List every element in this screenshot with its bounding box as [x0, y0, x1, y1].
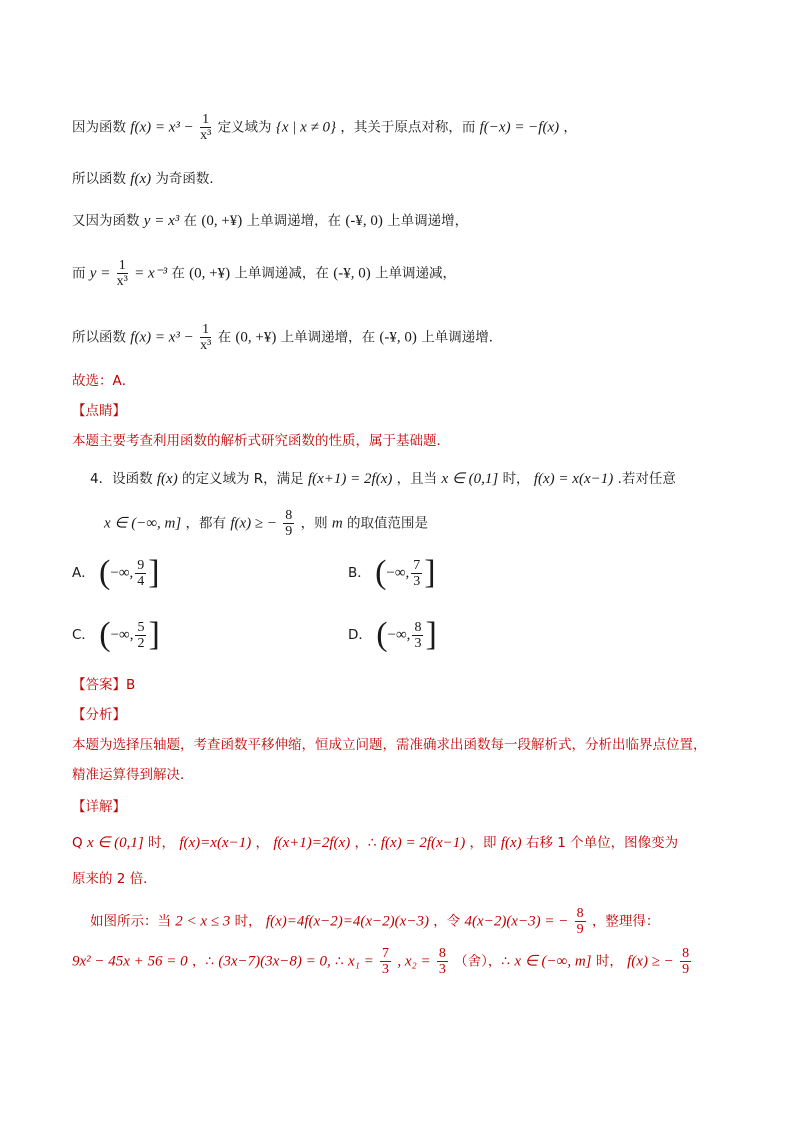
text: 时，: [148, 835, 176, 851]
fraction: $\frac{7}{3}$: [413, 557, 421, 589]
fraction: $\frac{8}{3}$: [438, 946, 446, 977]
answer-line: [72, 674, 734, 696]
text: ，∴: [354, 835, 377, 851]
formula: x ∈ (−∞, m]: [514, 953, 592, 970]
solution-line-2: [72, 168, 734, 190]
question-line-2: [104, 508, 734, 539]
formula: x ∈ (0,1]: [86, 835, 144, 851]
detail-line-1: [72, 832, 734, 854]
text: 定义域为: [217, 119, 272, 136]
formula: f(x) = x(x−1): [533, 471, 614, 487]
text: ，其关于原点对称，而: [340, 119, 476, 136]
solution-line-3: [72, 210, 734, 232]
option-letter: A．: [72, 565, 95, 581]
text: 上单调递减，: [375, 265, 457, 282]
text: 的定义域为 R，满足: [182, 471, 304, 487]
solution-line-5: [72, 322, 734, 353]
analysis-line-2: 精准运算得到解决．: [72, 767, 194, 783]
bracket: (: [99, 554, 111, 591]
detail-line-2: 原来的 2 倍．: [72, 871, 157, 887]
formula: 9x² − 45x + 56 = 0: [72, 953, 188, 970]
question-number: 4．设函数: [90, 471, 153, 487]
fraction: $\frac{8}{9}$: [576, 906, 584, 937]
formula: x₁ =: [347, 953, 374, 970]
formula: y =: [89, 265, 111, 282]
option-letter: B．: [348, 565, 371, 581]
detail-label: 【详解】: [72, 799, 126, 815]
formula: f(x)=x(x−1): [179, 835, 252, 851]
text: 时，: [234, 913, 262, 930]
text: 在: [217, 329, 232, 346]
formula: , x₂ =: [397, 953, 431, 970]
bracket: (: [376, 616, 388, 653]
text: 又因为函数: [72, 213, 140, 229]
text: 为奇函数．: [155, 171, 223, 187]
text: ，: [563, 119, 577, 136]
option-letter: D．: [348, 627, 372, 643]
formula: 4(x−2)(x−3) = −: [464, 913, 569, 930]
interval: (-¥, 0): [345, 213, 383, 229]
bracket: (: [99, 616, 111, 653]
text: ，则: [300, 515, 328, 532]
text: ，且当: [396, 471, 438, 487]
fraction: $\frac{1}{\text{x³}}$: [200, 112, 212, 143]
text: 时，: [502, 471, 530, 487]
text: ，∴: [191, 953, 215, 970]
formula: (3x−7)(3x−8) = 0,: [218, 953, 331, 970]
analysis-line-1: 本题为选择压轴题，考查函数平移伸缩，恒成立问题，需准确求出函数每一段解析式，分析出临界点位置，: [72, 737, 707, 753]
dianjing-label: 【点睛】: [72, 403, 126, 419]
solution-line-4: [72, 258, 734, 289]
text: 的取值范围是: [347, 515, 429, 532]
option-letter: C．: [72, 627, 95, 643]
interval: (0, +¥): [235, 329, 277, 346]
text: （舍），∴: [454, 953, 511, 970]
formula: m: [331, 515, 343, 532]
text: 上单调递减，在: [234, 265, 329, 282]
formula: y = x³: [143, 213, 180, 229]
formula: f(x+1) = 2f(x): [307, 471, 393, 487]
bracket: ]: [148, 554, 160, 591]
interval: (-¥, 0): [379, 329, 417, 346]
text: 上单调递增．: [421, 329, 503, 346]
text: .若对任意: [617, 471, 676, 487]
text: ，即: [469, 835, 497, 851]
solution-line-1: [72, 112, 734, 143]
formula: = x⁻³: [134, 265, 168, 282]
formula: 2 < x ≤ 3: [175, 913, 231, 930]
dianjing-text: 本题主要考查利用函数的解析式研究函数的性质，属于基础题．: [72, 433, 450, 449]
formula: f(−x) = −f(x): [479, 119, 560, 136]
text: 右移 1 个单位，图像变为: [525, 835, 679, 851]
text: ，令: [433, 913, 461, 930]
fraction: $\frac{8}{3}$: [414, 619, 422, 651]
text: 在: [183, 213, 198, 229]
text: 上单调递增，: [387, 213, 469, 229]
analysis-label: 【分析】: [72, 707, 126, 723]
formula: f(x) = x³ −: [130, 119, 194, 136]
formula: f(x): [500, 835, 522, 851]
interval: (-¥, 0): [333, 265, 371, 282]
fraction: $\frac{8}{9}$: [285, 508, 293, 539]
formula: x ∈ (−∞, m]: [104, 515, 182, 532]
detail-line-3: [90, 906, 734, 937]
option-value: −∞,: [110, 627, 134, 643]
fraction: $\frac{5}{2}$: [137, 619, 145, 651]
formula: f(x): [130, 171, 152, 187]
fraction: $\frac{7}{3}$: [382, 946, 390, 977]
bracket: ]: [424, 554, 436, 591]
detail-line-4: [72, 946, 734, 977]
choice-text: 故选：A．: [72, 373, 136, 389]
bracket: (: [375, 554, 387, 591]
option-c[interactable]: [72, 618, 160, 652]
option-value: −∞,: [387, 627, 411, 643]
formula: f(x) ≥ −: [627, 953, 674, 970]
fraction: $\frac{9}{4}$: [137, 557, 145, 589]
interval: (0, +¥): [189, 265, 231, 282]
formula: f(x) = x³ −: [130, 329, 194, 346]
option-value: −∞,: [386, 565, 410, 581]
text: 时，: [595, 953, 623, 970]
text: 而: [72, 265, 86, 282]
text: 所以函数: [72, 171, 126, 187]
text: ∴: [335, 953, 344, 970]
formula: x ∈ (0,1]: [441, 471, 499, 487]
text: 因为函数: [72, 119, 126, 136]
option-value: −∞,: [110, 565, 134, 581]
formula: f(x) = 2f(x−1): [380, 835, 466, 851]
interval: (0, +¥): [201, 213, 243, 229]
text: 上单调递增，在: [280, 329, 376, 346]
option-b[interactable]: [348, 556, 436, 590]
option-d[interactable]: [348, 618, 437, 652]
formula: f(x): [156, 471, 178, 487]
fraction: $\frac{8}{9}$: [682, 946, 690, 977]
fraction: $\frac{1}{\text{x³}}$: [116, 258, 128, 289]
bracket: ]: [148, 616, 160, 653]
text: ，: [255, 835, 270, 851]
answer-value: B: [126, 677, 136, 693]
question-line-1: [90, 468, 734, 490]
text: ，都有: [185, 515, 227, 532]
text: 所以函数: [72, 329, 126, 346]
text: 上单调递增，在: [246, 213, 342, 229]
text: 在: [171, 265, 185, 282]
answer-label: 【答案】: [72, 677, 126, 693]
fraction: $\frac{1}{\text{x³}}$: [200, 322, 212, 353]
text: Q: [72, 835, 83, 851]
bracket: ]: [425, 616, 437, 653]
text: 如图所示：当: [90, 913, 171, 930]
option-a[interactable]: [72, 556, 160, 590]
formula: f(x) ≥ −: [230, 515, 277, 532]
formula: f(x)=4f(x−2)=4(x−2)(x−3): [265, 913, 429, 930]
text: ，整理得：: [591, 913, 660, 930]
formula: {x | x ≠ 0}: [275, 119, 337, 136]
formula: f(x+1)=2f(x): [273, 835, 351, 851]
